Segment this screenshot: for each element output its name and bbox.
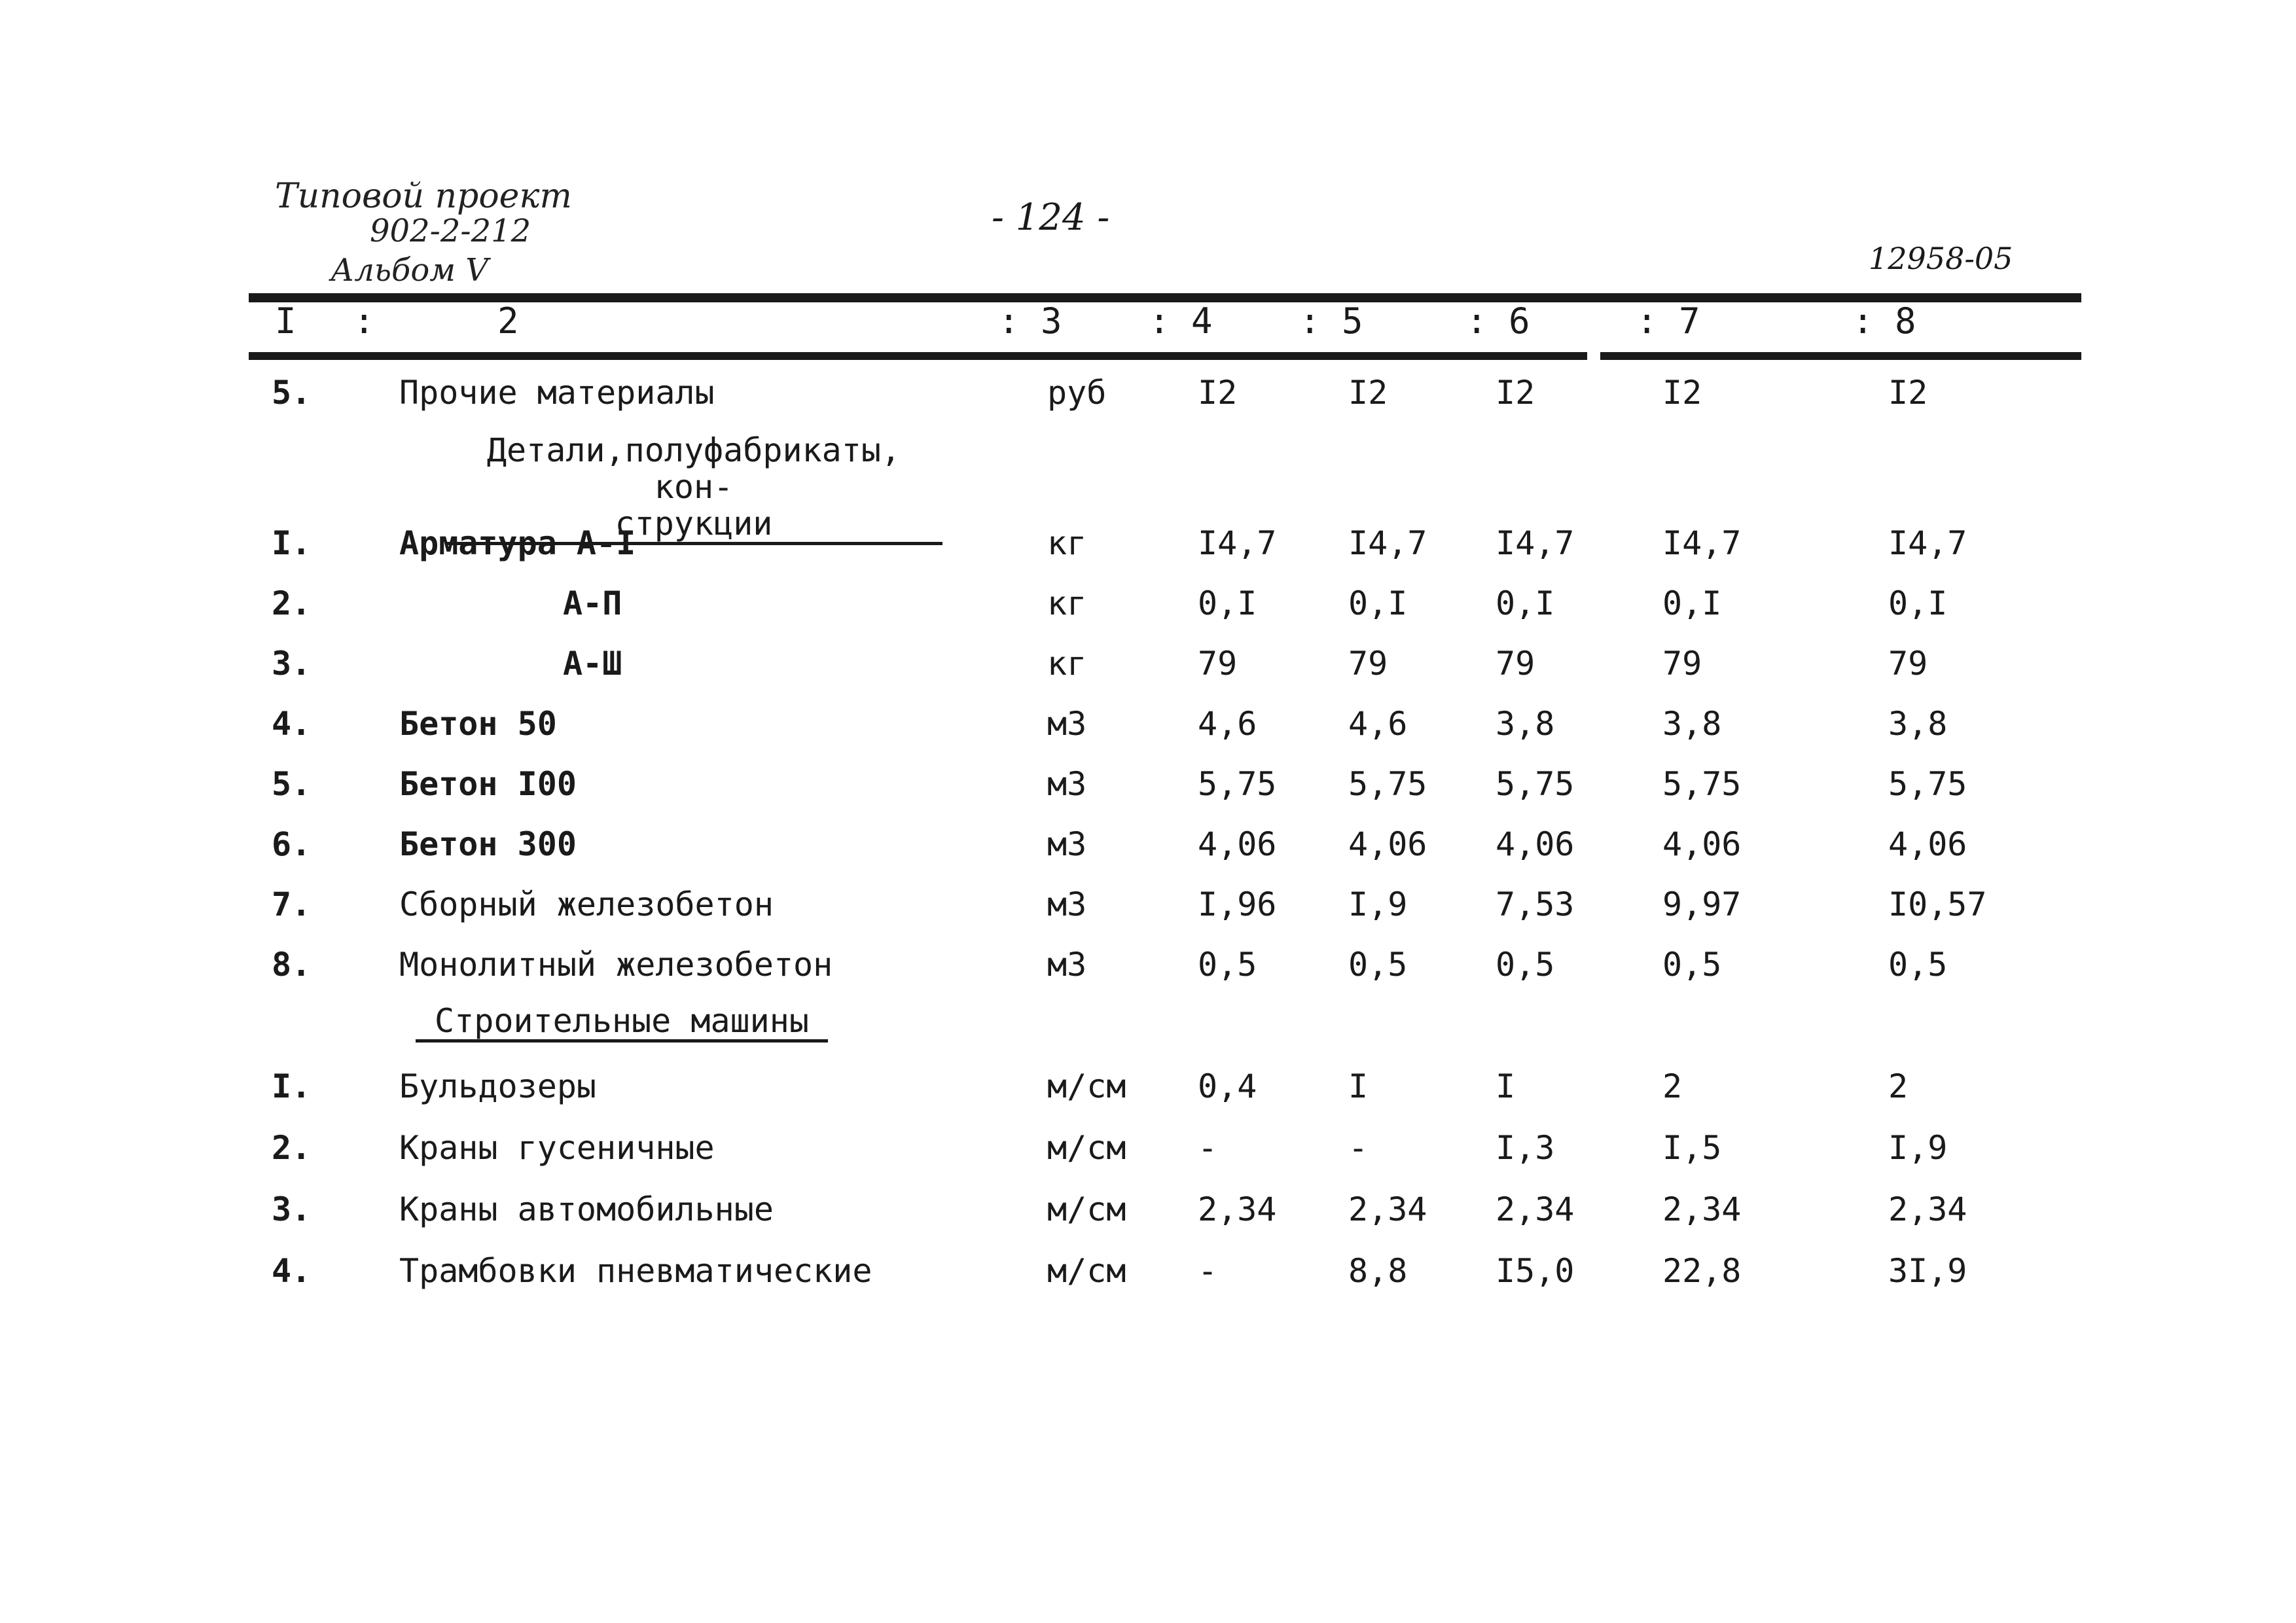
row-unit: м3 (1047, 885, 1087, 923)
row-value-col5: 8,8 (1348, 1252, 1408, 1290)
row-value-col5: 4,06 (1348, 825, 1427, 863)
row-value-col7: 4,06 (1662, 825, 1742, 863)
row-name: Бульдозеры (399, 1067, 597, 1105)
row-number: I. (272, 524, 312, 562)
table-row (0, 1118, 2296, 1177)
row-value-col4: - (1198, 1252, 1218, 1290)
row-name: Бетон I00 (399, 765, 577, 803)
row-value-col6: I2 (1496, 374, 1535, 412)
row-value-col5: 0,I (1348, 584, 1408, 622)
row-number: 5. (272, 765, 312, 803)
row-number: 4. (272, 705, 312, 743)
row-value-col8: 3,8 (1888, 705, 1948, 743)
row-number: I. (272, 1067, 312, 1105)
row-name: Бетон 50 (399, 705, 557, 743)
row-value-col4: 0,I (1198, 584, 1257, 622)
row-unit: кг (1047, 584, 1087, 622)
row-value-col8: 3I,9 (1888, 1252, 1967, 1290)
row-value-col4: 79 (1198, 645, 1238, 683)
row-unit: м/см (1047, 1067, 1126, 1105)
column-header-5: : 5 (1299, 300, 1363, 342)
row-unit: м/см (1047, 1129, 1126, 1167)
row-value-col5: 4,6 (1348, 705, 1408, 743)
row-value-col8: I4,7 (1888, 524, 1967, 562)
row-value-col5: 0,5 (1348, 946, 1408, 984)
row-value-col6: 4,06 (1496, 825, 1575, 863)
row-value-col7: I4,7 (1662, 524, 1742, 562)
table-row (0, 935, 2296, 994)
table-row (0, 755, 2296, 813)
row-value-col6: 79 (1496, 645, 1535, 683)
row-name: Монолитный железобетон (399, 946, 833, 984)
row-value-col6: I4,7 (1496, 524, 1575, 562)
row-value-col8: 0,5 (1888, 946, 1948, 984)
row-number: 5. (272, 374, 312, 412)
row-name: Краны автомобильные (399, 1190, 774, 1228)
row-value-col8: 2,34 (1888, 1190, 1967, 1228)
table-header-rule-right (1600, 352, 2081, 360)
table-row (0, 875, 2296, 934)
section-heading-line2: струкции (445, 505, 942, 545)
row-unit: кг (1047, 645, 1087, 683)
section-heading-machines (416, 1003, 828, 1043)
row-value-col5: I2 (1348, 374, 1388, 412)
row-value-col5: I (1348, 1067, 1369, 1105)
column-header-4: : 4 (1149, 300, 1213, 342)
row-value-col5: I,9 (1348, 885, 1408, 923)
row-number: 4. (272, 1252, 312, 1290)
row-value-col7: 2 (1662, 1067, 1683, 1105)
row-unit: руб (1047, 374, 1107, 412)
row-name: Арматура А-I (399, 524, 636, 562)
column-header-3: : 3 (998, 300, 1062, 342)
handwritten-project-title: Типовой проект (275, 177, 572, 216)
row-value-col5: 5,75 (1348, 765, 1427, 803)
table-row (0, 363, 2296, 422)
row-unit: м3 (1047, 946, 1087, 984)
section-heading-line1: Детали,полуфабрикаты, кон- (486, 431, 901, 506)
row-unit: м3 (1047, 705, 1087, 743)
row-value-col7: 9,97 (1662, 885, 1742, 923)
row-number: 8. (272, 946, 312, 984)
row-unit: м3 (1047, 765, 1087, 803)
row-value-col5: 79 (1348, 645, 1388, 683)
row-value-col4: 0,4 (1198, 1067, 1257, 1105)
row-value-col4: 2,34 (1198, 1190, 1277, 1228)
row-number: 3. (272, 645, 312, 683)
row-value-col7: 22,8 (1662, 1252, 1742, 1290)
row-value-col6: 2,34 (1496, 1190, 1575, 1228)
row-value-col8: 2 (1888, 1067, 1909, 1105)
handwritten-project-number: 902-2-212 (370, 213, 531, 249)
row-value-col6: I (1496, 1067, 1516, 1105)
row-value-col4: I2 (1198, 374, 1238, 412)
row-name: Сборный железобетон (399, 885, 774, 923)
row-value-col6: 7,53 (1496, 885, 1575, 923)
table-row (0, 1241, 2296, 1300)
row-unit: кг (1047, 524, 1087, 562)
row-value-col6: 5,75 (1496, 765, 1575, 803)
row-unit: м/см (1047, 1252, 1126, 1290)
row-value-col6: 3,8 (1496, 705, 1555, 743)
row-value-col4: 0,5 (1198, 946, 1257, 984)
column-header-7: : 7 (1636, 300, 1700, 342)
row-value-col7: 0,5 (1662, 946, 1722, 984)
row-value-col8: 0,I (1888, 584, 1948, 622)
column-header-6: : 6 (1466, 300, 1530, 342)
row-value-col4: I,96 (1198, 885, 1277, 923)
row-value-col7: 5,75 (1662, 765, 1742, 803)
row-value-col8: 79 (1888, 645, 1928, 683)
column-header-8: : 8 (1852, 300, 1916, 342)
column-header-1: I (275, 300, 296, 342)
row-value-col4: I4,7 (1198, 524, 1277, 562)
row-unit: м/см (1047, 1190, 1126, 1228)
row-value-col7: I,5 (1662, 1129, 1722, 1167)
row-value-col8: I0,57 (1888, 885, 1987, 923)
row-value-col6: I,3 (1496, 1129, 1555, 1167)
row-value-col5: 2,34 (1348, 1190, 1427, 1228)
row-value-col6: 0,5 (1496, 946, 1555, 984)
handwritten-album: Альбом V (331, 252, 488, 289)
row-value-col7: 0,I (1662, 584, 1722, 622)
row-number: 2. (272, 1129, 312, 1167)
row-value-col7: 2,34 (1662, 1190, 1742, 1228)
table-row (0, 694, 2296, 753)
row-unit: м3 (1047, 825, 1087, 863)
table-header-rule-left (249, 352, 1587, 360)
row-name: А-Ш (563, 645, 622, 683)
row-number: 7. (272, 885, 312, 923)
row-value-col8: 5,75 (1888, 765, 1967, 803)
row-name: Бетон 300 (399, 825, 577, 863)
row-number: 6. (272, 825, 312, 863)
row-value-col8: I,9 (1888, 1129, 1948, 1167)
row-name: Трамбовки пневматические (399, 1252, 872, 1290)
column-header-separator: : (353, 300, 375, 342)
table-row (0, 574, 2296, 633)
row-value-col4: 4,6 (1198, 705, 1257, 743)
table-row (0, 815, 2296, 874)
row-number: 3. (272, 1190, 312, 1228)
row-value-col8: I2 (1888, 374, 1928, 412)
table-row (0, 1057, 2296, 1116)
page-number: - 124 - (992, 196, 1110, 239)
row-value-col8: 4,06 (1888, 825, 1967, 863)
row-value-col4: - (1198, 1129, 1218, 1167)
row-value-col7: 3,8 (1662, 705, 1722, 743)
row-number: 2. (272, 584, 312, 622)
row-value-col5: - (1348, 1129, 1369, 1167)
row-value-col4: 5,75 (1198, 765, 1277, 803)
table-row (0, 1180, 2296, 1239)
row-value-col6: 0,I (1496, 584, 1555, 622)
table-row (0, 634, 2296, 693)
section-heading-line1: Строительные машины (416, 1003, 828, 1043)
row-name: Краны гусеничные (399, 1129, 715, 1167)
column-header-2: 2 (497, 300, 519, 342)
document-code: 12958-05 (1869, 241, 2013, 276)
table-row (0, 514, 2296, 573)
row-value-col7: I2 (1662, 374, 1702, 412)
row-value-col5: I4,7 (1348, 524, 1427, 562)
row-value-col4: 4,06 (1198, 825, 1277, 863)
row-name: Прочие материалы (399, 374, 715, 412)
row-value-col6: I5,0 (1496, 1252, 1575, 1290)
row-name: А-П (563, 584, 622, 622)
row-value-col7: 79 (1662, 645, 1702, 683)
